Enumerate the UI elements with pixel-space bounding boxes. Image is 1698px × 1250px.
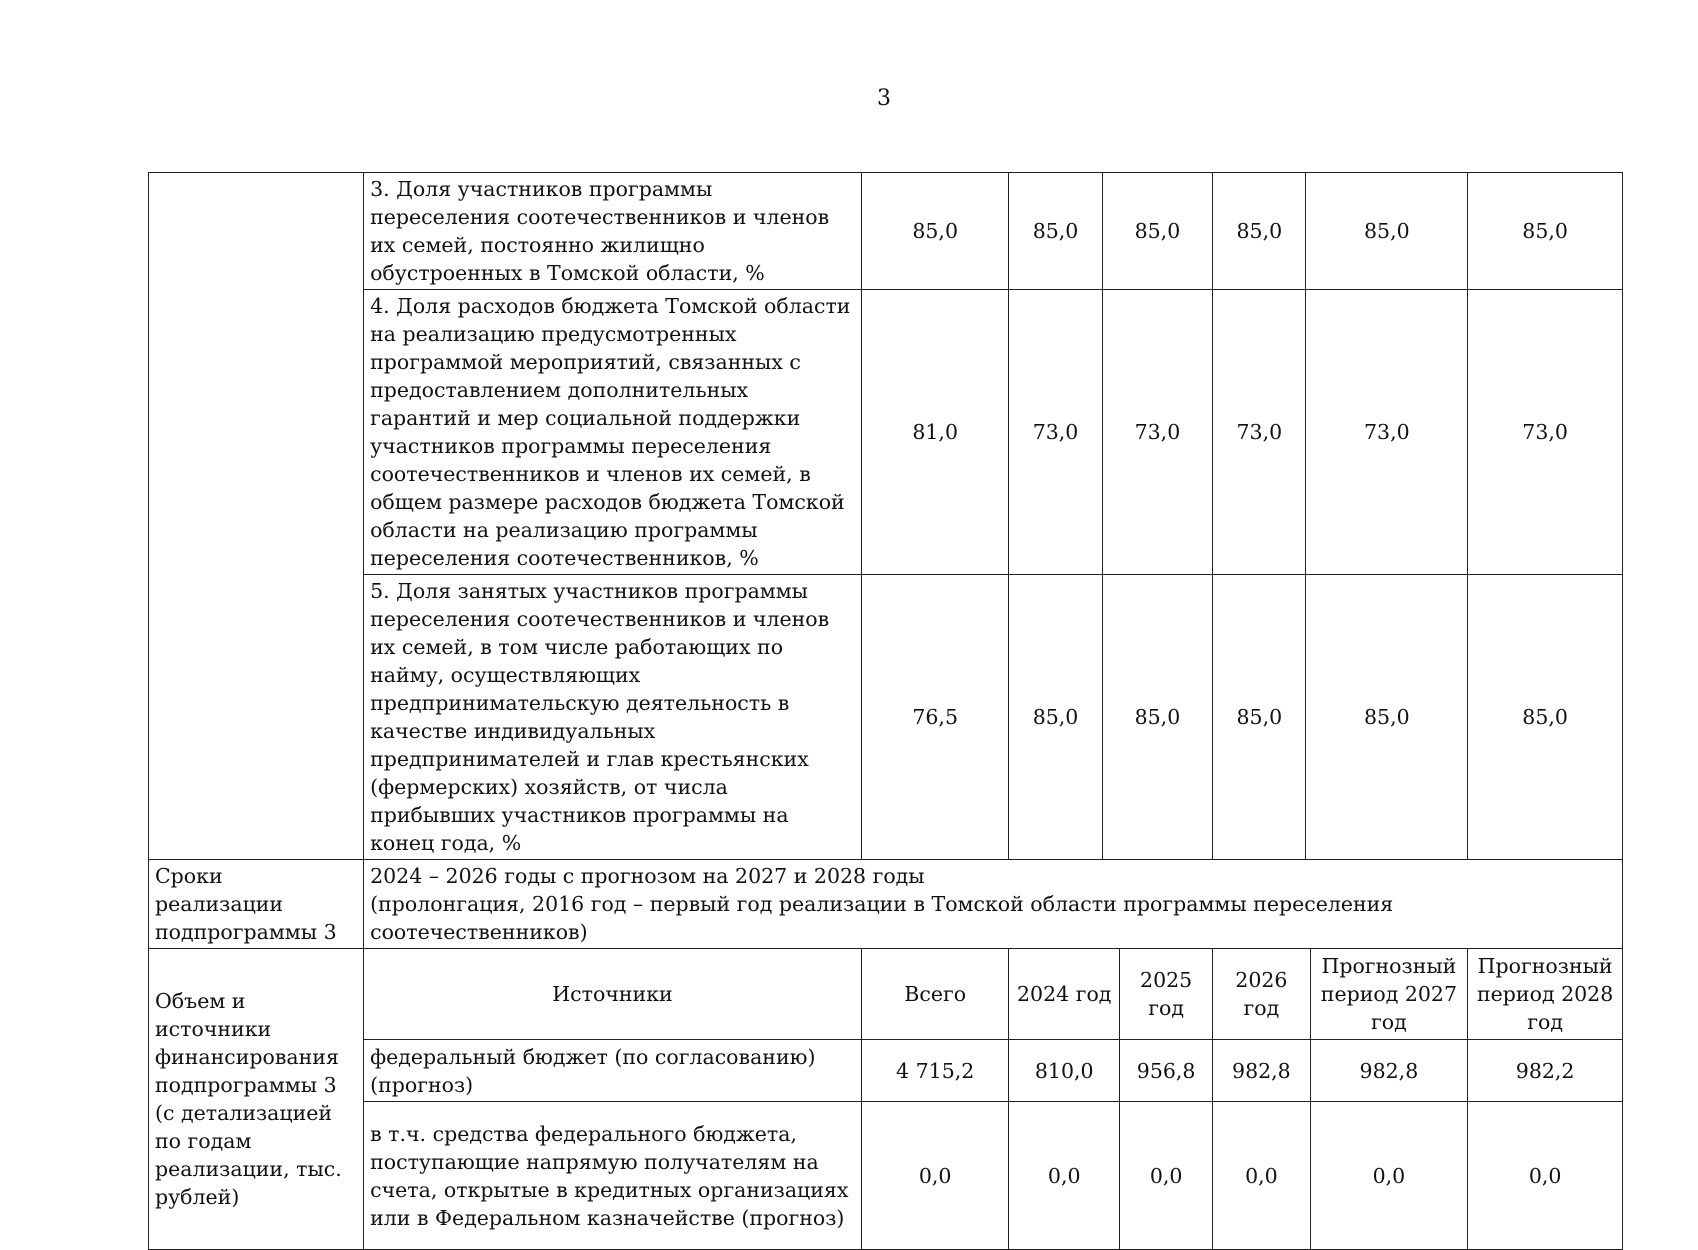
indicator-row bbox=[149, 575, 1623, 860]
indicator-value: 85,0 bbox=[1468, 575, 1623, 860]
timeline-line: (пролонгация, 2016 год – первый год реализации в Томской области программы переселения соотечественников) bbox=[370, 892, 1394, 944]
indicator-text: 3. Доля участников программы переселения соотечественников и членов их семей, постоянно жилищно обустроенных в Томской области, % bbox=[364, 173, 862, 290]
funding-header-sources: Источники bbox=[364, 949, 862, 1040]
funding-value: 0,0 bbox=[1213, 1102, 1310, 1250]
indicator-value: 85,0 bbox=[1102, 575, 1213, 860]
indicator-value: 85,0 bbox=[1306, 173, 1468, 290]
funding-value: 0,0 bbox=[861, 1102, 1009, 1250]
funding-value: 0,0 bbox=[1310, 1102, 1468, 1250]
indicator-text: 5. Доля занятых участников программы переселения соотечественников и членов их семей, в том числе работающих по найму, осуществляющих предпринимательскую деятельность в качестве индивидуальных предпринимателей и глав крестьянских (фермерских) хозяйств, от числа прибывших участников программы на конец года, % bbox=[364, 575, 862, 860]
indicator-value: 73,0 bbox=[1468, 290, 1623, 575]
funding-label: Объем и источники финансирования подпрограммы 3 (с детализацией по годам реализации, тыс. рублей) bbox=[149, 949, 364, 1250]
funding-value: 956,8 bbox=[1120, 1040, 1213, 1102]
funding-value: 810,0 bbox=[1009, 1040, 1120, 1102]
funding-header-2027: Прогнозный период 2027 год bbox=[1310, 949, 1468, 1040]
funding-header-2026: 2026 год bbox=[1213, 949, 1310, 1040]
timeline-row bbox=[149, 860, 1623, 949]
program-table bbox=[148, 172, 1623, 1250]
indicator-row bbox=[149, 290, 1623, 575]
indicator-value: 73,0 bbox=[1102, 290, 1213, 575]
indicator-value: 73,0 bbox=[1306, 290, 1468, 575]
indicator-value: 85,0 bbox=[1213, 173, 1306, 290]
indicator-value: 85,0 bbox=[1306, 575, 1468, 860]
funding-header-total: Всего bbox=[861, 949, 1009, 1040]
funding-row bbox=[149, 1102, 1623, 1250]
indicator-text: 4. Доля расходов бюджета Томской области на реализацию предусмотренных программой мероприятий, связанных с предоставлением дополнительных гарантий и мер социальной поддержки участников программы переселения соотечественников и членов их семей, в общем размере расходов бюджета Томской области на реализацию программы переселения соотечественников, % bbox=[364, 290, 862, 575]
timeline-label: Сроки реализации подпрограммы 3 bbox=[149, 860, 364, 949]
funding-value: 4 715,2 bbox=[861, 1040, 1009, 1102]
funding-header-2024: 2024 год bbox=[1009, 949, 1120, 1040]
funding-header-2025: 2025 год bbox=[1120, 949, 1213, 1040]
funding-value: 0,0 bbox=[1009, 1102, 1120, 1250]
indicator-value: 85,0 bbox=[861, 173, 1009, 290]
timeline-value bbox=[364, 860, 1623, 949]
funding-header-2028: Прогнозный период 2028 год bbox=[1468, 949, 1623, 1040]
indicator-value: 73,0 bbox=[1009, 290, 1102, 575]
funding-row bbox=[149, 1040, 1623, 1102]
page-number bbox=[0, 86, 1698, 111]
funding-value: 0,0 bbox=[1468, 1102, 1623, 1250]
funding-source: в т.ч. средства федерального бюджета, поступающие напрямую получателям на счета, открытые в кредитных организациях или в Федеральном казначействе (прогноз) bbox=[364, 1102, 862, 1250]
indicator-value: 81,0 bbox=[861, 290, 1009, 575]
indicator-value: 85,0 bbox=[1009, 173, 1102, 290]
blank-label-cell bbox=[149, 173, 364, 860]
funding-source: федеральный бюджет (по согласованию) (прогноз) bbox=[364, 1040, 862, 1102]
indicator-row bbox=[149, 173, 1623, 290]
timeline-line: 2024 – 2026 годы с прогнозом на 2027 и 2028 годы bbox=[370, 864, 925, 888]
indicator-value: 76,5 bbox=[861, 575, 1009, 860]
funding-header-row bbox=[149, 949, 1623, 1040]
funding-value: 982,8 bbox=[1213, 1040, 1310, 1102]
indicator-value: 85,0 bbox=[1102, 173, 1213, 290]
funding-value: 982,8 bbox=[1310, 1040, 1468, 1102]
indicator-value: 85,0 bbox=[1009, 575, 1102, 860]
indicator-value: 85,0 bbox=[1213, 575, 1306, 860]
funding-value: 0,0 bbox=[1120, 1102, 1213, 1250]
indicator-value: 73,0 bbox=[1213, 290, 1306, 575]
funding-value: 982,2 bbox=[1468, 1040, 1623, 1102]
page-number-text: 3 bbox=[877, 86, 891, 111]
indicator-value: 85,0 bbox=[1468, 173, 1623, 290]
